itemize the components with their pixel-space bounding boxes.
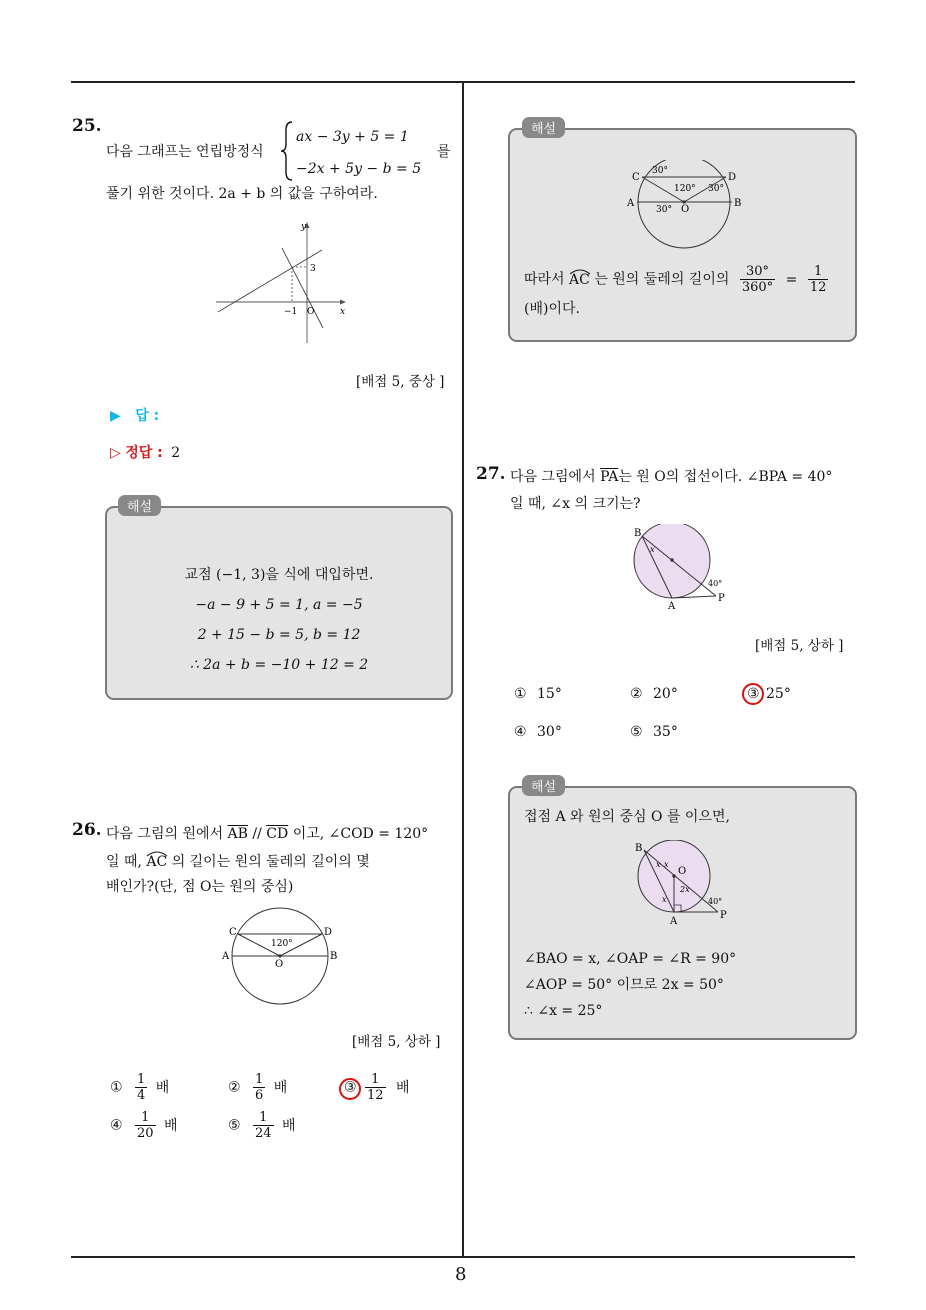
sol27-fig-2x: 2x: [680, 885, 690, 894]
graph-x-tick: −1: [284, 307, 298, 317]
option-mark: ①: [110, 1079, 123, 1096]
option-mark: ①: [514, 686, 527, 702]
q26-line2-a: 일 때,: [106, 854, 142, 870]
sol27-fig-angle: 40°: [708, 897, 723, 906]
sol27-intro: 접점 A 와 원의 중심 O 를 이으면,: [524, 809, 730, 825]
option-mark: ④: [514, 724, 527, 740]
option-num: 1: [137, 1072, 146, 1087]
q26-line3: 배인가?(단, 점 O는 원의 중심): [106, 879, 294, 895]
sol26-figure: [622, 160, 746, 252]
sol26-text-c: (배)이다.: [524, 301, 580, 317]
option-unit: 배: [282, 1117, 296, 1134]
option-text: 15°: [537, 686, 562, 702]
option-num: 1: [365, 1072, 386, 1088]
q25-solution-tag: 해설: [118, 495, 161, 516]
graph-y-label: y: [301, 222, 307, 232]
sol27-fig-x2: x: [664, 860, 669, 869]
q27-fig-p: P: [718, 593, 725, 604]
sol26-fig-a4: 30°: [656, 205, 672, 215]
q27-number: 27.: [476, 464, 506, 484]
sol26-fig-c: C: [632, 172, 640, 183]
q27-line1: [510, 466, 832, 488]
sol26-frac1-num: 30°: [740, 264, 775, 280]
q26-option-2[interactable]: [228, 1072, 287, 1103]
option-text: 35°: [653, 724, 678, 740]
q26-number: 26.: [72, 820, 102, 840]
sol27-fig-b: B: [635, 843, 643, 854]
sol27-line1: ∠BAO = x, ∠OAP = ∠R = 90°: [524, 951, 737, 967]
option-mark: ⑤: [228, 1117, 241, 1134]
sol27-fig-p: P: [720, 910, 727, 921]
q26-line2-b: 의 길이는 원의 둘레의 길이의 몇: [171, 854, 370, 870]
q25-sol-line3: 2 + 15 − b = 5, b = 12: [197, 627, 361, 643]
bottom-rule: [71, 1256, 855, 1258]
option-text: 20°: [653, 686, 678, 702]
q26-line1: [106, 823, 428, 845]
q26-fig-o: O: [275, 959, 284, 970]
sol26-text-b: 는 원의 둘레의 길이의: [594, 271, 730, 288]
q27-figure: [628, 524, 732, 616]
q27-option-1[interactable]: [514, 686, 562, 702]
option-den: 24: [255, 1126, 272, 1141]
q27-line2: 일 때, ∠x 의 크기는?: [510, 496, 641, 512]
selected-answer-circle: [339, 1078, 361, 1100]
triangle-outline-icon: ▷: [110, 445, 121, 461]
sol27-fig-o: O: [678, 866, 687, 877]
option-unit: 배: [155, 1079, 170, 1096]
option-num: 1: [135, 1110, 156, 1126]
option-text: 30°: [537, 724, 562, 740]
q26-option-5[interactable]: [228, 1110, 296, 1141]
q25-score: [배점 5, 중상 ]: [356, 374, 445, 390]
selected-answer-circle: [742, 683, 764, 705]
sol27-tag: 해설: [522, 775, 565, 796]
q25-graph: [210, 218, 350, 348]
sol26-fig-a1: 30°: [652, 166, 668, 176]
q26-figure: [218, 904, 344, 1010]
page-number: 8: [455, 1264, 467, 1285]
q25-sol-line4: ∴ 2a + b = −10 + 12 = 2: [189, 657, 369, 673]
option-den: 12: [367, 1088, 384, 1103]
sol27-fig-a: A: [670, 916, 678, 927]
graph-origin: O: [307, 307, 315, 317]
q25-correct-row: [110, 442, 180, 462]
q27-solution-box: [508, 786, 857, 1040]
q25-line2: 풀기 위한 것이다. 2a + b 의 값을 구하여라.: [106, 186, 378, 202]
option-mark: ③: [747, 686, 760, 702]
option-den: 6: [255, 1088, 264, 1103]
q26-fig-angle: 120°: [271, 939, 293, 949]
q26-fig-c: C: [229, 927, 237, 938]
sol26-eq: =: [785, 271, 798, 288]
option-num: 1: [253, 1110, 274, 1126]
option-mark: ⑤: [630, 724, 643, 740]
option-unit: 배: [396, 1079, 410, 1096]
option-mark: ②: [228, 1079, 241, 1096]
sol26-text-a: 따라서: [524, 271, 565, 288]
sol27-line3: ∴ ∠x = 25°: [524, 1003, 603, 1019]
q25-correct-label: 정답 :: [125, 445, 163, 461]
sol26-frac2-num: 1: [808, 264, 829, 280]
q27-fig-x: x: [650, 545, 655, 554]
sol26-fig-b: B: [734, 198, 742, 209]
q25-number: 25.: [72, 116, 102, 136]
q26-option-1[interactable]: [110, 1072, 169, 1103]
q27-score: [배점 5, 상하 ]: [755, 638, 844, 654]
option-mark: ④: [110, 1117, 123, 1134]
option-mark: ③: [344, 1079, 357, 1096]
sol26-text-line1: [524, 264, 828, 295]
sol26-fig-a2: 120°: [674, 184, 696, 194]
q25-lead: 다음 그래프는 연립방정식: [106, 144, 264, 160]
sol26-arc: AC: [569, 271, 590, 288]
graph-y-tick: 3: [310, 264, 316, 274]
q26-line1-b: 이고, ∠COD = 120°: [292, 826, 429, 842]
option-den: 20: [137, 1126, 154, 1141]
q26-fig-a: A: [222, 951, 230, 962]
arc-icon: [146, 854, 171, 870]
q26-line1-a: 다음 그림의 원에서: [106, 826, 224, 842]
q26-solution-box: [508, 128, 857, 342]
triangle-filled-icon: ▶: [110, 408, 121, 424]
q26-fig-b: B: [330, 951, 338, 962]
sol27-fig-x1: x: [656, 860, 661, 869]
q26-seg-ab: $\overline{AB}$: [227, 826, 248, 842]
q26-arc: AC: [146, 854, 168, 870]
q27-option-5[interactable]: [630, 724, 678, 740]
q27-seg-pa: $\overline{PA}$: [600, 469, 619, 485]
option-num: 1: [255, 1072, 264, 1087]
sol26-fig-d: D: [728, 172, 737, 183]
q27-option-4[interactable]: [514, 724, 562, 740]
q25-answer-label: 답 :: [135, 408, 160, 424]
sol26-fig-a: A: [627, 198, 635, 209]
sol27-figure: [626, 840, 736, 932]
q25-correct-value: 2: [171, 445, 181, 461]
q27-fig-b: B: [634, 528, 642, 539]
q27-option-2[interactable]: [630, 686, 678, 702]
sol26-fig-o: O: [681, 204, 690, 215]
column-divider: [462, 83, 464, 1258]
q26-option-4[interactable]: [110, 1110, 178, 1141]
q25-eq1: ax − 3y + 5 = 1: [296, 129, 409, 145]
q25-tail: 를: [437, 144, 451, 160]
q26-score: [배점 5, 상하 ]: [352, 1034, 441, 1050]
sol26-frac1-den: 360°: [741, 280, 774, 295]
q26-parallel: //: [252, 826, 262, 842]
graph-x-label: x: [340, 307, 346, 317]
option-unit: 배: [164, 1117, 178, 1134]
q27-line1-b: 는 원 O의 접선이다. ∠BPA = 40°: [618, 469, 833, 485]
q27-fig-a: A: [668, 601, 676, 612]
q25-eq2: −2x + 5y − b = 5: [296, 161, 422, 177]
q25-answer-row: [110, 405, 159, 425]
q25-solution-box: [105, 506, 453, 700]
sol26-frac2-den: 12: [809, 280, 827, 295]
sol27-line2: ∠AOP = 50° 이므로 2x = 50°: [524, 977, 724, 993]
q26-line2: [106, 851, 370, 873]
q25-sol-line2: −a − 9 + 5 = 1, a = −5: [195, 597, 363, 613]
option-text: 25°: [766, 686, 791, 702]
sol27-fig-x3: x: [662, 895, 667, 904]
option-unit: 배: [273, 1079, 288, 1096]
option-den: 4: [137, 1088, 146, 1103]
sol26-tag: 해설: [522, 117, 565, 138]
option-mark: ②: [630, 686, 643, 702]
arc-icon: [569, 272, 594, 288]
q26-fig-d: D: [324, 927, 333, 938]
sol26-fig-a3: 30°: [708, 184, 724, 194]
q27-fig-angle: 40°: [708, 579, 723, 588]
q25-sol-line1: 교점 (−1, 3)을 식에 대입하면.: [184, 567, 374, 583]
q27-line1-a: 다음 그림에서: [510, 469, 596, 485]
brace-icon: [280, 120, 294, 182]
q26-seg-cd: $\overline{CD}$: [266, 826, 289, 842]
